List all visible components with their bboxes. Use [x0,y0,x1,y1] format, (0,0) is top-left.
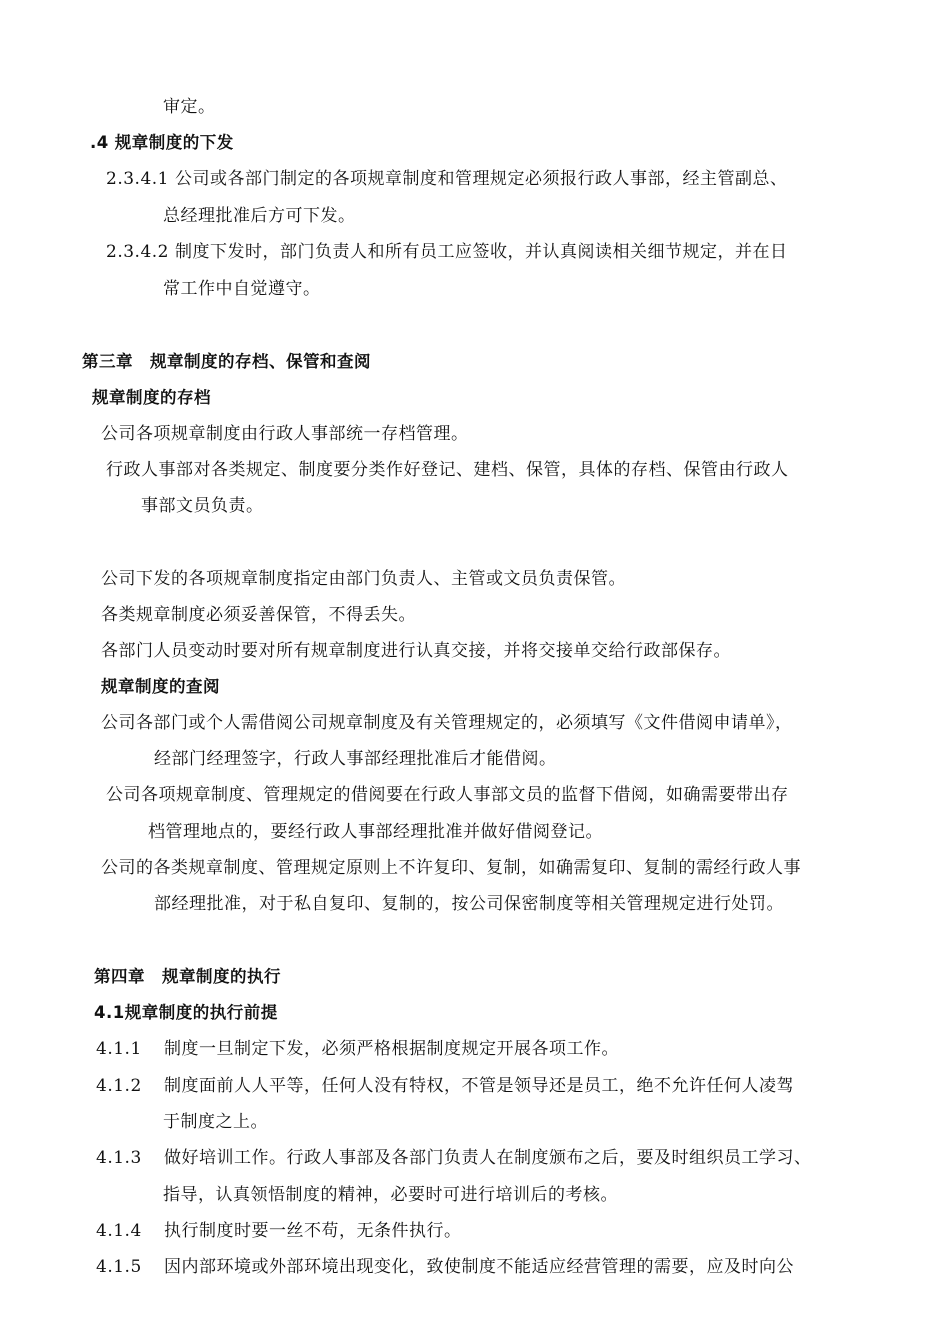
section-heading: 规章制度的查阅 [101,677,220,696]
text-line: 公司下发的各项规章制度指定由部门负责人、主管或文员负责保管。 [101,569,626,589]
clause-number: 4.1.2 [96,1076,142,1096]
clause-line [106,241,787,263]
section-heading: 规章制度的存档 [92,388,211,407]
text-line: 审定。 [163,97,216,117]
text-line: 事部文员负责。 [141,496,264,516]
clause-line [96,1038,619,1060]
clause-line [96,1220,462,1242]
clause-text: 制度一旦制定下发，必须严格根据制度规定开展各项工作。 [164,1039,619,1059]
section-title: 规章制度的下发 [114,133,234,152]
text-line: 公司各部门或个人需借阅公司规章制度及有关管理规定的，必须填写《文件借阅申请单》， [101,713,793,733]
text-line: 于制度之上。 [163,1112,268,1132]
clause-line [96,1147,812,1169]
text-line: 公司的各类规章制度、管理规定原则上不许复印、复制，如确需复印、复制的需经行政人事 [101,858,801,878]
clause-text: 因内部环境或外部环境出现变化，致使制度不能适应经营管理的需要，应及时向公 [164,1257,794,1277]
chapter-heading: 第三章 规章制度的存档、保管和查阅 [82,352,371,371]
clause-number: 4.1.3 [96,1148,142,1168]
clause-text: 执行制度时要一丝不苟，无条件执行。 [164,1221,462,1241]
text-line: 总经理批准后方可下发。 [163,206,356,226]
clause-number: 4.1.5 [96,1257,142,1277]
text-line: 公司各项规章制度、管理规定的借阅要在行政人事部文员的监督下借阅，如确需要带出存 [106,785,789,805]
text-line: 档管理地点的，要经行政人事部经理批准并做好借阅登记。 [148,822,603,842]
clause-text: 制度下发时，部门负责人和所有员工应签收，并认真阅读相关细节规定，并在日 [174,242,788,262]
text-line: 指导，认真领悟制度的精神，必要时可进行培训后的考核。 [163,1185,618,1205]
text-line: 各类规章制度必须妥善保管，不得丢失。 [101,605,416,625]
section-heading [90,132,234,154]
clause-number: 2.3.4.2 [106,242,169,262]
text-line: 公司各项规章制度由行政人事部统一存档管理。 [101,424,469,444]
text-line: 常工作中自觉遵守。 [163,279,321,299]
clause-text: 做好培训工作。行政人事部及各部门负责人在制度颁布之后，要及时组织员工学习、 [164,1148,812,1168]
text-line: 行政人事部对各类规定、制度要分类作好登记、建档、保管，具体的存档、保管由行政人 [106,460,789,480]
clause-text: 公司或各部门制定的各项规章制度和管理规定必须报行政人事部，经主管副总、 [174,169,788,189]
clause-line [96,1256,794,1278]
text-line: 各部门人员变动时要对所有规章制度进行认真交接，并将交接单交给行政部保存。 [101,641,731,661]
text-line: 经部门经理签字，行政人事部经理批准后才能借阅。 [154,749,557,769]
clause-line [96,1075,794,1097]
clause-line [106,168,787,190]
text-line: 部经理批准，对于私自复印、复制的，按公司保密制度等相关管理规定进行处罚。 [154,894,784,914]
clause-number: 2.3.4.1 [106,169,169,189]
clause-number: 4.1.1 [96,1039,142,1059]
section-heading: 4.1规章制度的执行前提 [94,1003,278,1022]
clause-text: 制度面前人人平等，任何人没有特权，不管是领导还是员工，绝不允许任何人凌驾 [164,1076,794,1096]
section-number: .4 [90,133,109,152]
chapter-heading: 第四章 规章制度的执行 [94,967,281,986]
clause-number: 4.1.4 [96,1221,142,1241]
